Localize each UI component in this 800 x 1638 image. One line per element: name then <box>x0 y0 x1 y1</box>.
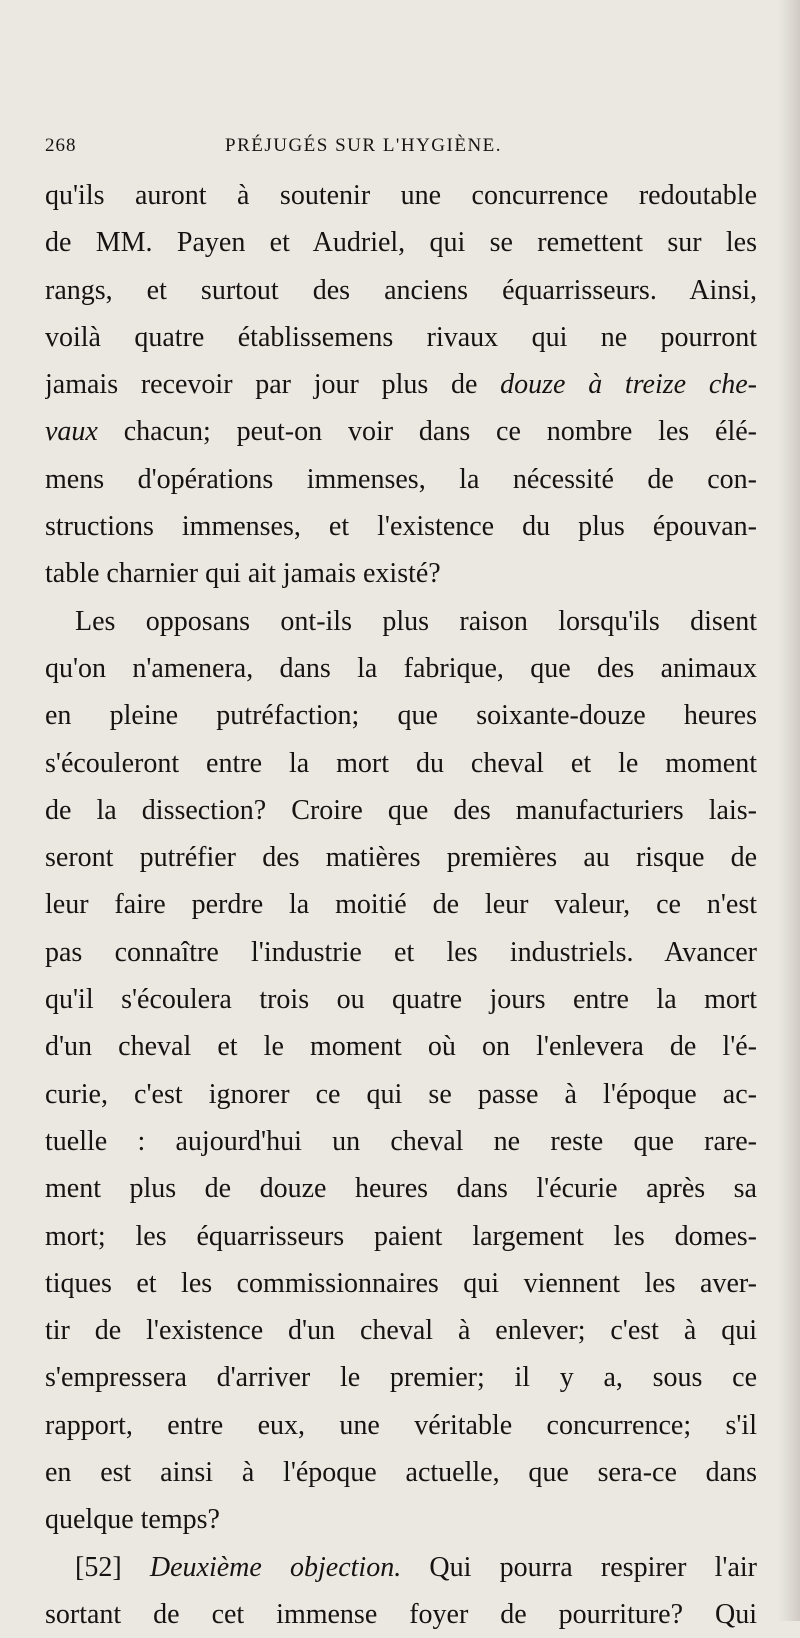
text-run: jamais recevoir par jour plus de <box>45 369 501 401</box>
text-line: qu'on n'amenera, dans la fabrique, que des animaux <box>45 652 757 684</box>
text-line: tir de l'existence d'un cheval à enlever; c'est à qui <box>45 1315 757 1347</box>
text-line: rapport, entre eux, une véritable concurrence; s'il <box>45 1409 757 1441</box>
text-line: voilà quatre établissemens rivaux qui ne pourront <box>45 321 757 353</box>
text-line: rangs, et surtout des anciens équarrisseurs. Ainsi, <box>45 274 757 306</box>
text-line <box>45 408 757 455</box>
text-line: ment plus de douze heures dans l'écurie après sa <box>45 1173 757 1205</box>
text-line: pas connaître l'industrie et les industriels. Avancer <box>45 936 757 968</box>
text-line: qu'ils auront à soutenir une concurrence redoutable <box>45 180 757 211</box>
italic-text-run: vaux <box>45 416 98 448</box>
text-run: Qui pourra respirer l'air <box>401 1551 757 1583</box>
text-line: en est ainsi à l'époque actuelle, que sera-ce dans <box>45 1457 757 1489</box>
text-line: de la dissection? Croire que des manufacturiers lais- <box>45 794 757 826</box>
text-line: de MM. Payen et Audriel, qui se remettent sur les <box>45 227 757 259</box>
italic-text-run: Deuxième objection. <box>149 1551 402 1583</box>
text-line: quelque temps? <box>45 1504 220 1536</box>
text-line: sortant de cet immense foyer de pourriture? Qui <box>45 1598 757 1630</box>
text-line: s'écouleront entre la mort du cheval et le moment <box>45 747 757 779</box>
text-line: curie, c'est ignorer ce qui se passe à l'époque ac- <box>45 1078 757 1110</box>
text-line: tuelle : aujourd'hui un cheval ne reste que rare- <box>45 1125 757 1157</box>
page-edge-shadow <box>778 0 800 1621</box>
text-line: structions immenses, et l'existence du plus épouvan- <box>45 511 757 543</box>
text-line: mort; les équarrisseurs paient largement les domes- <box>45 1220 757 1252</box>
italic-text-run: douze à treize che- <box>500 369 757 401</box>
text-line: seront putréfier des matières premières au risque de <box>45 842 757 874</box>
text-line: qu'il s'écoulera trois ou quatre jours entre la mort <box>45 984 757 1016</box>
text-line: d'un cheval et le moment où on l'enlevera de l'é- <box>45 1031 757 1063</box>
text-line: table charnier qui ait jamais existé? <box>45 558 441 590</box>
text-line: en pleine putréfaction; que soixante-douze heures <box>45 700 757 732</box>
page-number: 268 <box>45 135 77 156</box>
text-line: leur faire perdre la moitié de leur valeur, ce n'est <box>45 889 757 921</box>
text-line: tiques et les commissionnaires qui viennent les aver- <box>45 1267 757 1299</box>
text-line: Les opposans ont-ils plus raison lorsqu'ils disent <box>75 605 757 637</box>
running-head: PRÉJUGÉS SUR L'HYGIÈNE. <box>225 135 503 156</box>
text-line: s'empressera d'arriver le premier; il y a, sous ce <box>45 1362 757 1394</box>
text-run: chacun; peut-on voir dans ce nombre les élé- <box>97 416 757 448</box>
body-text <box>45 172 757 1638</box>
page-header <box>45 135 755 165</box>
note-number: [52] <box>75 1551 122 1583</box>
text-line <box>45 1544 757 1591</box>
text-line: mens d'opérations immenses, la nécessité de con- <box>45 463 757 495</box>
text-line <box>45 361 757 408</box>
